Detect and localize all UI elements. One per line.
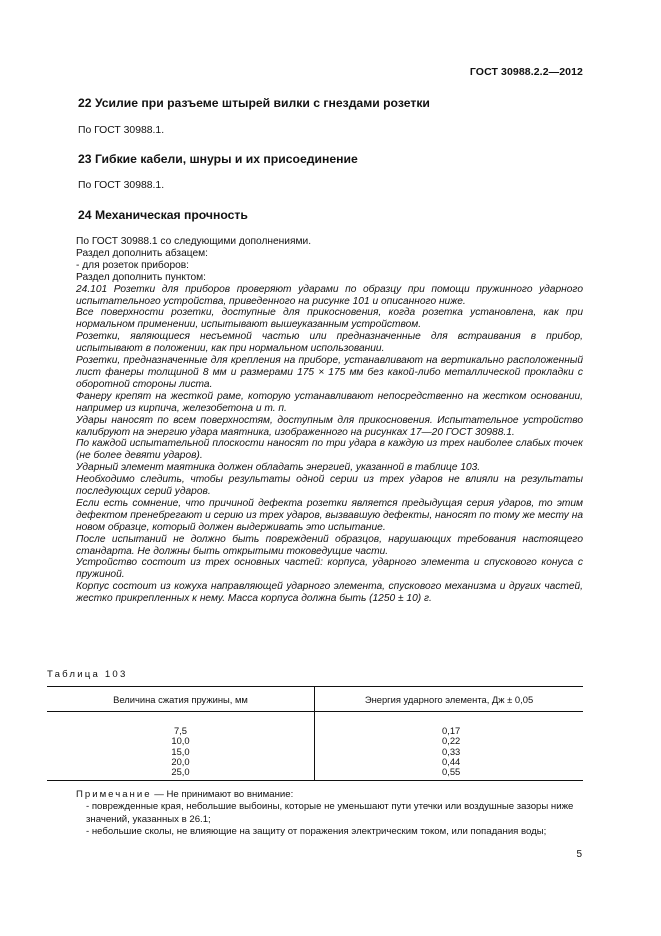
table-cell-compression: 25,0 xyxy=(47,767,315,781)
note-item: - поврежденные края, небольшие выбоины, которые не уменьшают пути утечки или воздушные зазоры ниже значений, указанных в 26.1; xyxy=(86,801,574,825)
table-row xyxy=(47,757,583,767)
paragraph: Фанеру крепят на жесткой раме, которую устанавливают непосредственно на жестком основании, например из кирпича, железобетона и т. п. xyxy=(76,390,583,414)
paragraph: Ударный элемент маятника должен обладать энергией, указанной в таблице 103. xyxy=(76,462,481,474)
section-22-text: По ГОСТ 30988.1. xyxy=(78,125,165,136)
paragraph: Если есть сомнение, что причиной дефекта розетки является предыдущая серия ударов, то этим дефектом пренебрегают и серию из трех ударов, вызвавшую дефекты, наносят по тому же месту на новом образце, который должен выдерживать это испытание. xyxy=(76,497,583,533)
table-cell-compression: 15,0 xyxy=(47,747,315,757)
paragraph: Устройство состоит из трех основных частей: корпуса, ударного элемента и спускового конуса с пружиной. xyxy=(76,557,583,581)
intro-line: - для розеток приборов: xyxy=(76,259,190,271)
note-text: — Не принимают во внимание: xyxy=(151,789,294,800)
table-header-compression: Величина сжатия пружины, мм xyxy=(47,687,315,712)
table-103 xyxy=(47,686,583,781)
section-23-text: По ГОСТ 30988.1. xyxy=(78,180,165,191)
document-header: ГОСТ 30988.2.2—2012 xyxy=(469,66,583,78)
paragraph: Удары наносят по всем поверхностям, доступным для прикосновения. Испытательное устройство калибруют на энергию удара маятника, изображенного на рисунках 17—20 ГОСТ 30988.1. xyxy=(76,414,583,438)
section-24-body xyxy=(76,236,583,605)
intro-line: По ГОСТ 30988.1 со следующими дополнениями. xyxy=(76,236,312,247)
table-cell-compression: 20,0 xyxy=(47,757,315,767)
table-row xyxy=(47,747,583,757)
table-cell-energy: 0,33 xyxy=(442,745,461,757)
table-cell-energy: 0,55 xyxy=(315,767,584,781)
paragraph: Розетки, являющиеся несъемной частью или предназначенные для встраивания в прибор, испытывают в положении, как при нормальном использовании. xyxy=(76,331,583,355)
paragraph: После испытаний не должно быть повреждений образцов, нарушающих требования настоящего стандарта. Не должны быть открытыми токоведущие части. xyxy=(76,533,583,557)
table-note xyxy=(76,789,586,839)
paragraph: По каждой испытательной плоскости наносят по три удара в каждую из трех наиболее слабых точек (не более девяти ударов). xyxy=(76,438,583,462)
table-cell-energy: 0,22 xyxy=(442,735,461,747)
table-cell-energy: 0,17 xyxy=(442,725,461,736)
paragraph: Необходимо следить, чтобы результаты одной серии из трех ударов не влияли на результаты последующих серий ударов. xyxy=(76,474,583,498)
intro-line: Раздел дополнить абзацем: xyxy=(76,247,208,259)
paragraph: Корпус состоит из кожуха направляющей ударного элемента, спускового механизма и других частей, жестко прикрепленных к нему. Масса корпуса должна быть (1250 ± 10) г. xyxy=(76,581,583,605)
table-cell-compression: 10,0 xyxy=(47,736,315,746)
paragraph: Все поверхности розетки, доступные для прикосновения, когда розетка установлена, как при нормальном применении, испытывают вышеуказанным устройством. xyxy=(76,307,583,331)
section-23-title: 23 Гибкие кабели, шнуры и их присоединение xyxy=(78,152,358,166)
table-cell-energy: 0,44 xyxy=(442,755,461,767)
table-row xyxy=(47,736,583,746)
intro-line: Раздел дополнить пунктом: xyxy=(76,271,206,283)
paragraph: 24.101 Розетки для приборов проверяют ударами по образцу при помощи пружинного ударного испытательного устройства, приведенного на рисунке 101 и описанного ниже. xyxy=(76,283,583,307)
table-header-energy: Энергия ударного элемента, Дж ± 0,05 xyxy=(315,687,584,712)
section-24-title: 24 Механическая прочность xyxy=(78,208,248,222)
note-heading xyxy=(76,789,586,801)
note-item: - небольшие сколы, не влияющие на защиту от поражения электрическим током, или попадания воды; xyxy=(86,826,547,838)
note-label: Примечание xyxy=(76,789,152,800)
table-caption: Таблица 103 xyxy=(47,669,128,680)
table-row xyxy=(47,767,583,781)
table-row xyxy=(47,712,583,737)
section-22-title: 22 Усилие при разъеме штырей вилки с гнездами розетки xyxy=(78,96,430,110)
table-cell-compression: 7,5 xyxy=(47,712,315,737)
page-number: 5 xyxy=(576,849,582,860)
paragraph: Розетки, предназначенные для крепления на приборе, устанавливают на вертикально расположенный лист фанеры толщиной 8 мм и размерами 175 × 175 мм без какой-либо металлической прокладки с оборотной стороны листа. xyxy=(76,355,583,390)
